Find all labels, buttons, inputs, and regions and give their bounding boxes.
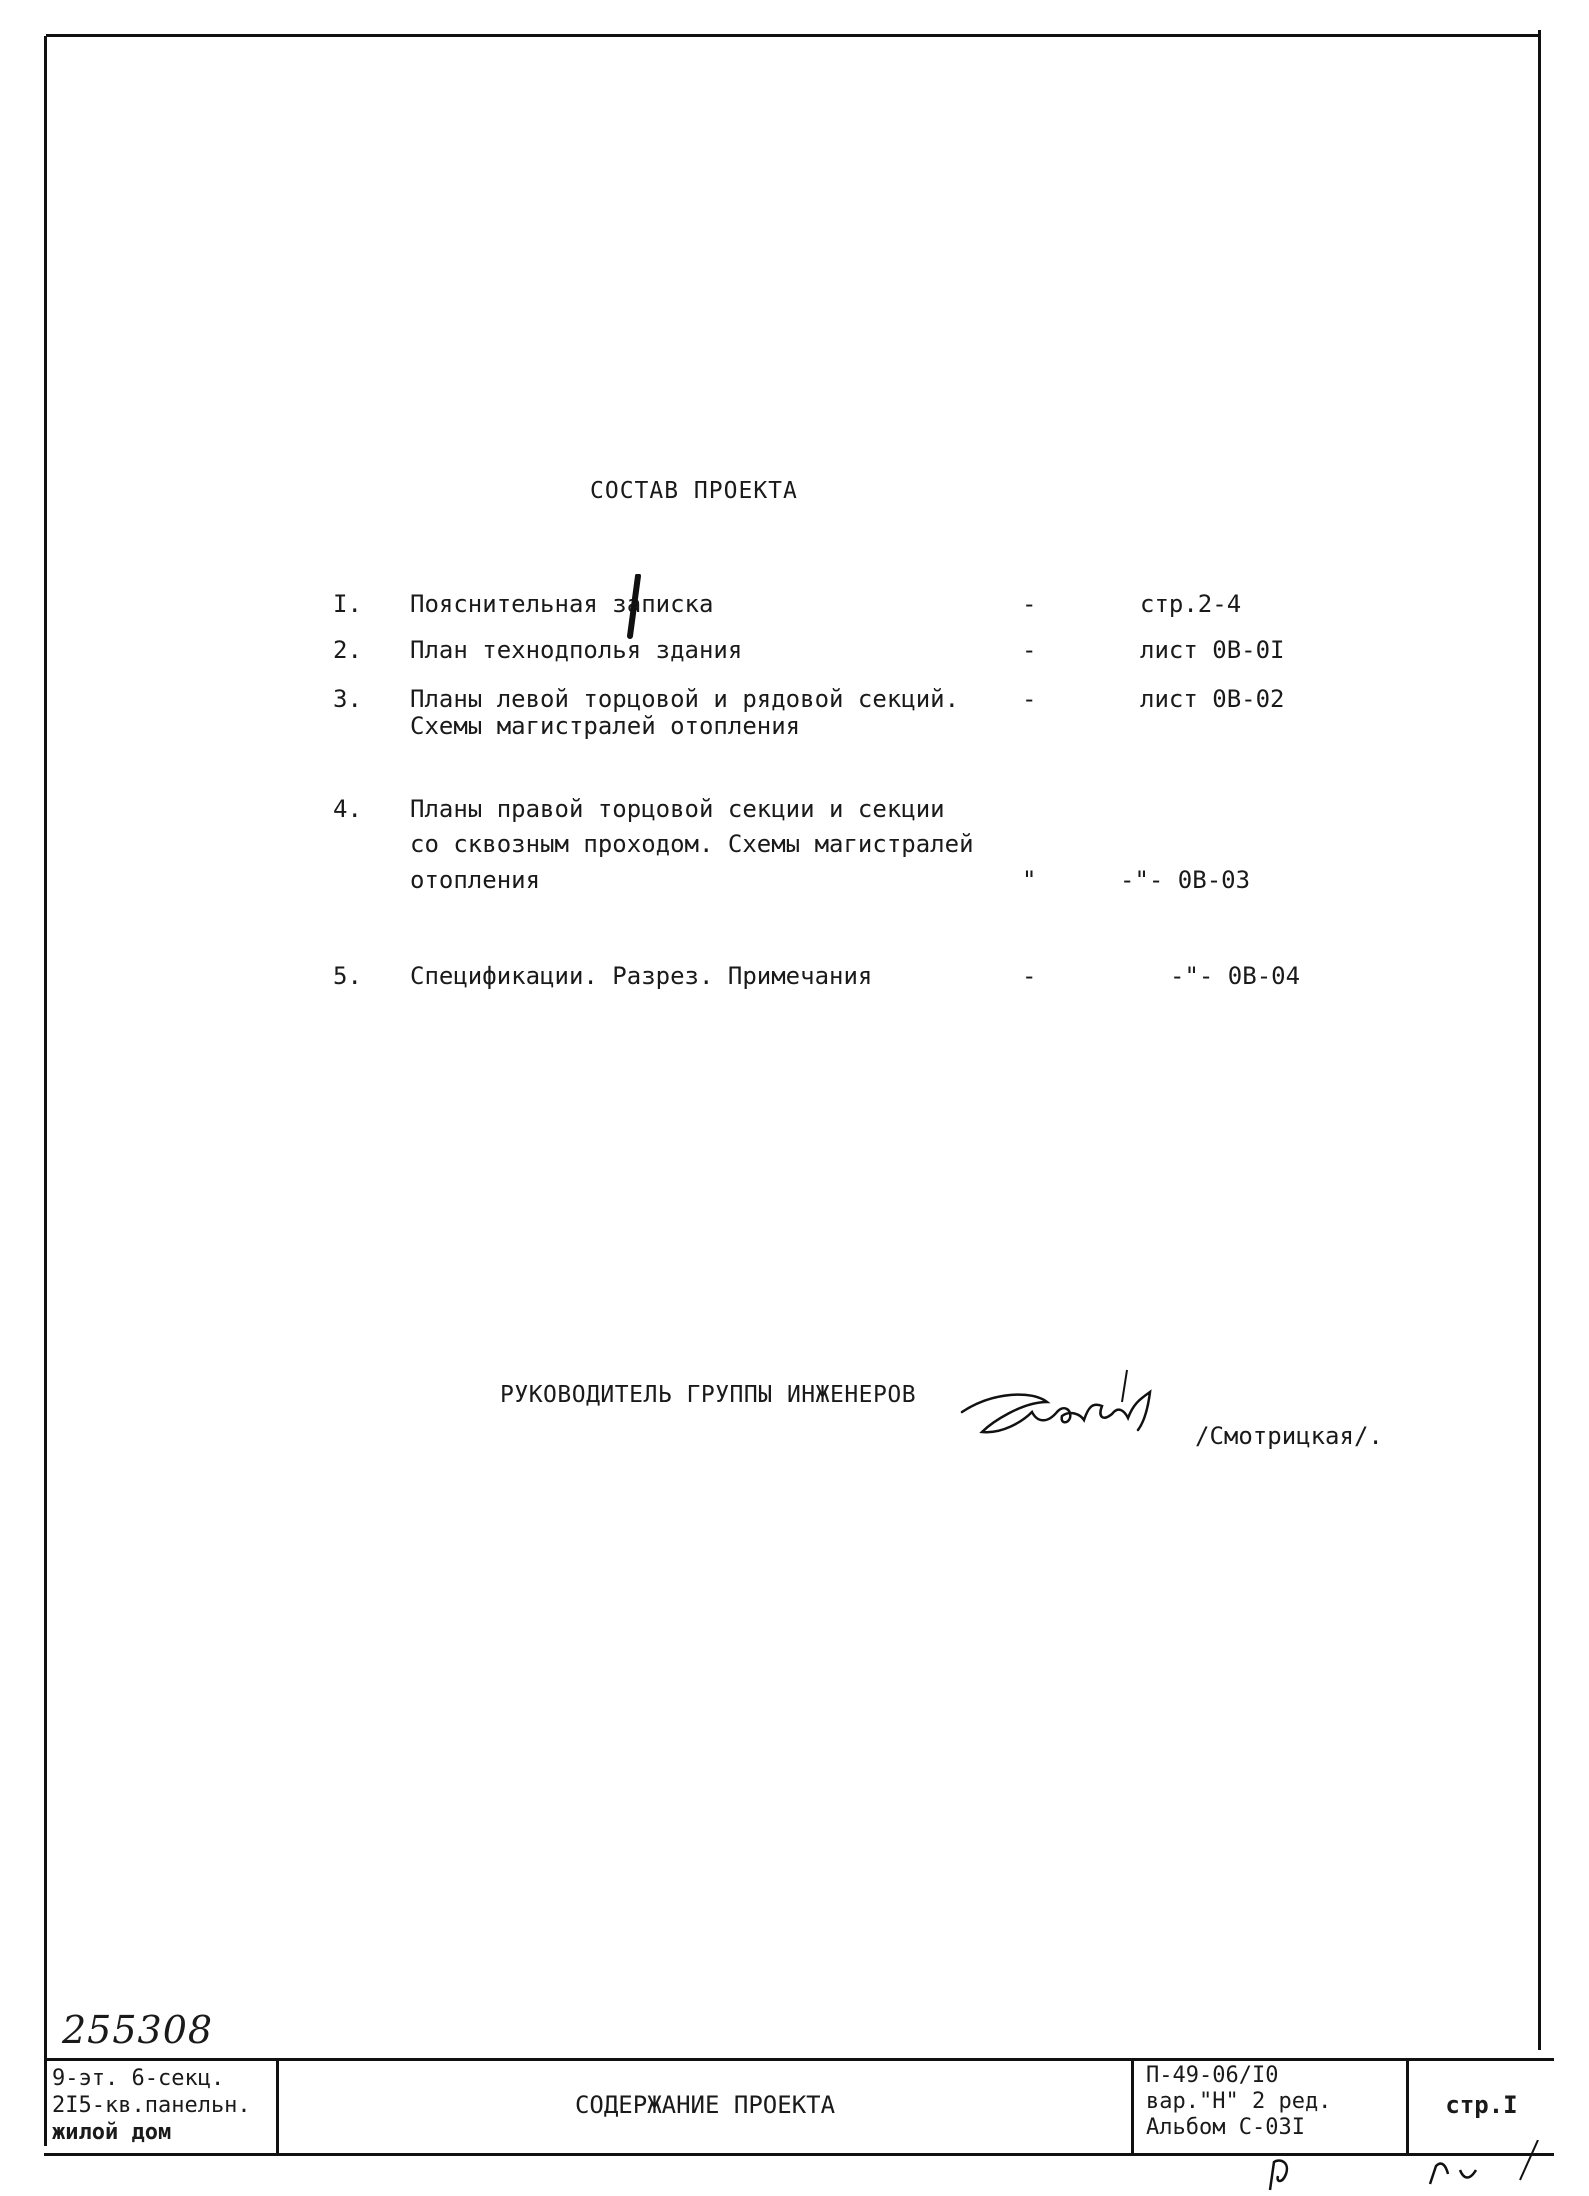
object-line-2: 2I5-кв.панельн.: [52, 2093, 251, 2118]
toc-number: I.: [333, 590, 362, 618]
code-line-2: вар."Н" 2 ред.: [1146, 2089, 1332, 2114]
code-line-3: Альбом С-03I: [1146, 2115, 1305, 2140]
toc-title: Планы левой торцовой и рядовой секций.: [410, 685, 960, 713]
sheet-title: СОДЕРЖАНИЕ ПРОЕКТА: [574, 2091, 836, 2119]
toc-dash: -: [1022, 636, 1037, 664]
toc-title-line-2: Схемы магистралей отопления: [410, 712, 801, 740]
page-number: стр.I: [1445, 2091, 1518, 2119]
toc-dash: -: [1022, 685, 1037, 713]
handwritten-signature: [952, 1362, 1192, 1452]
handwritten-stroke: [622, 574, 646, 640]
frame-left-border: [44, 36, 47, 2146]
title-block-title-cell: [279, 2061, 1134, 2153]
signature-name: /Смотрицкая/.: [1195, 1422, 1383, 1450]
object-line-3: жилой дом: [52, 2120, 172, 2145]
object-line-1: 9-эт. 6-секц.: [52, 2066, 225, 2091]
code-line-1: П-49-06/I0: [1146, 2063, 1279, 2088]
toc-title-line-2: со сквозным проходом. Схемы магистралей: [410, 830, 974, 858]
toc-title: Пояснительная записка: [410, 590, 714, 618]
archive-number-text: 255308: [62, 2008, 214, 2052]
toc-number: 2.: [333, 636, 362, 664]
toc-title: Спецификации. Разрез. Примечания: [410, 962, 873, 990]
toc-reference: лист 0В-0I: [1140, 636, 1285, 664]
toc-number: 4.: [333, 795, 362, 823]
handwritten-corner-marks: [1250, 2140, 1540, 2196]
document-title: СОСТАВ ПРОЕКТА: [590, 478, 798, 504]
toc-reference: -"- 0В-03: [1120, 866, 1251, 894]
document-code: [1146, 2063, 1331, 2141]
object-description: [52, 2065, 251, 2146]
frame-top-border: [46, 34, 1538, 37]
toc-dash: -: [1022, 590, 1037, 618]
toc-reference: -"- 0В-04: [1170, 962, 1301, 990]
toc-reference: стр.2-4: [1140, 590, 1242, 618]
toc-dash: ": [1022, 866, 1037, 894]
frame-right-border: [1538, 30, 1541, 2050]
toc-title: План технодполья здания: [410, 636, 743, 664]
toc-title-line-3: отопления: [410, 866, 541, 894]
toc-dash: -: [1022, 962, 1037, 990]
signature-label: РУКОВОДИТЕЛЬ ГРУППЫ ИНЖЕНЕРОВ: [500, 1382, 917, 1408]
toc-number: 5.: [333, 962, 362, 990]
title-block-object-cell: [44, 2061, 279, 2153]
toc-title: Планы правой торцовой секции и секции: [410, 795, 945, 823]
toc-number: 3.: [333, 685, 362, 713]
toc-reference: лист 0В-02: [1140, 685, 1285, 713]
archive-number: [62, 2008, 242, 2058]
